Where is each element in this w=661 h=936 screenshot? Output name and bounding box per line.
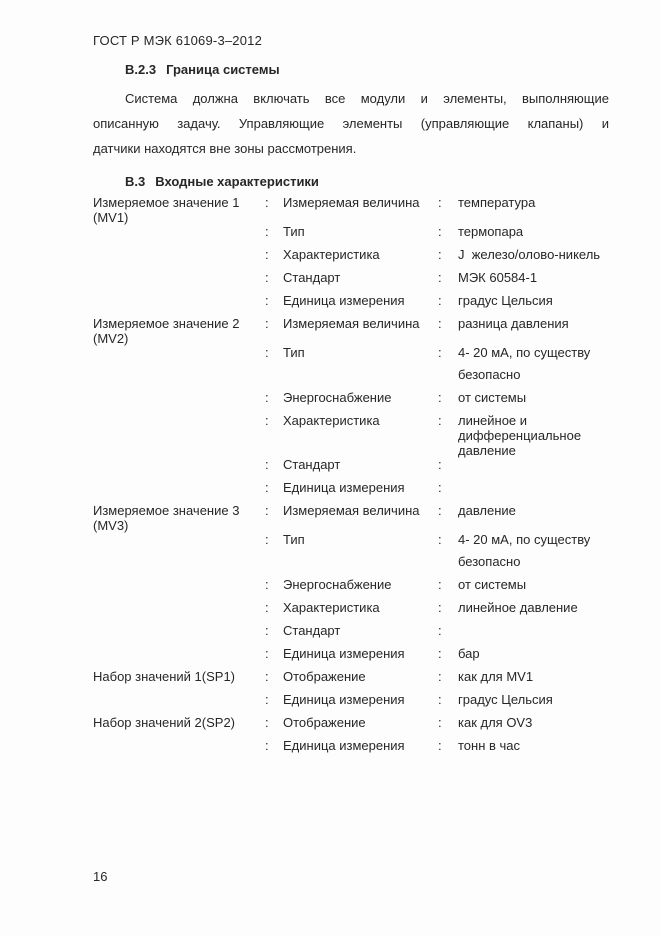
table-row	[93, 503, 609, 533]
colon-separator: :	[265, 390, 269, 405]
colon-separator: :	[438, 532, 442, 547]
colon-separator: :	[438, 390, 442, 405]
table-row	[93, 413, 609, 458]
colon-separator: :	[265, 293, 269, 308]
table-row	[93, 224, 609, 240]
colon-separator: :	[438, 293, 442, 308]
value-cell: J железо/олово-никель	[458, 247, 601, 262]
parameter-label: Тип	[283, 224, 305, 239]
colon-separator: :	[265, 270, 269, 285]
table-row	[93, 270, 609, 286]
table-row	[93, 669, 609, 685]
input-characteristics-table	[93, 195, 609, 754]
item-label: Измеряемое значение 2	[93, 316, 240, 331]
section-title: Входные характеристики	[155, 174, 319, 189]
parameter-label: Энергоснабжение	[283, 577, 392, 592]
table-row	[93, 316, 609, 346]
value-line: 4- 20 мА, по существу	[458, 532, 591, 547]
parameter-label: Измеряемая величина	[283, 316, 420, 331]
item-cell	[93, 316, 265, 346]
value-cell: МЭК 60584-1	[458, 270, 538, 285]
colon-separator: :	[438, 413, 442, 428]
table-row	[93, 715, 609, 731]
table-row	[93, 345, 609, 383]
value-line: 4- 20 мА, по существу	[458, 345, 591, 360]
colon-separator: :	[438, 270, 442, 285]
colon-separator: :	[265, 195, 269, 210]
colon-separator: :	[438, 195, 442, 210]
section-heading-b3	[125, 174, 609, 190]
body-paragraph	[93, 86, 609, 161]
colon-separator: :	[265, 532, 269, 547]
parameter-label: Единица измерения	[283, 293, 405, 308]
parameter-label: Отображение	[283, 669, 366, 684]
colon-separator: :	[438, 669, 442, 684]
parameter-label: Характеристика	[283, 600, 380, 615]
value-cell: как для MV1	[458, 669, 534, 684]
page-number: 16	[93, 869, 108, 884]
table-row	[93, 195, 609, 225]
colon-separator: :	[265, 577, 269, 592]
value-cell	[458, 345, 609, 383]
parameter-label: Единица измерения	[283, 646, 405, 661]
table-row	[93, 646, 609, 662]
colon-separator: :	[438, 577, 442, 592]
table-row	[93, 532, 609, 570]
parameter-label: Энергоснабжение	[283, 390, 392, 405]
value-line: безопасно	[458, 367, 521, 382]
value-cell: давление	[458, 503, 516, 518]
value-line: безопасно	[458, 554, 521, 569]
value-cell: разница давления	[458, 316, 569, 331]
paragraph-line: Система должна включать все модули и элементы, выполняющие	[125, 91, 609, 106]
value-cell	[458, 532, 609, 570]
parameter-label: Стандарт	[283, 457, 341, 472]
table-row	[93, 577, 609, 593]
value-cell: градус Цельсия	[458, 692, 553, 707]
colon-separator: :	[265, 480, 269, 495]
colon-separator: :	[438, 316, 442, 331]
colon-separator: :	[438, 715, 442, 730]
value-cell: градус Цельсия	[458, 293, 553, 308]
colon-separator: :	[265, 503, 269, 518]
value-line: давление	[458, 443, 516, 458]
item-cell	[93, 503, 265, 533]
section-number: В.2.3	[125, 62, 157, 77]
item-cell	[93, 669, 265, 684]
value-cell	[458, 413, 609, 458]
colon-separator: :	[265, 600, 269, 615]
value-cell: от системы	[458, 390, 527, 405]
colon-separator: :	[265, 247, 269, 262]
colon-separator: :	[265, 692, 269, 707]
paragraph-line: датчики находятся вне зоны рассмотрения.	[93, 141, 357, 156]
table-row	[93, 293, 609, 309]
parameter-label: Тип	[283, 532, 305, 547]
colon-separator: :	[265, 738, 269, 753]
parameter-label: Тип	[283, 345, 305, 360]
parameter-label: Единица измерения	[283, 692, 405, 707]
colon-separator: :	[438, 738, 442, 753]
parameter-label: Отображение	[283, 715, 366, 730]
colon-separator: :	[438, 600, 442, 615]
value-cell: температура	[458, 195, 536, 210]
value-cell: термопара	[458, 224, 524, 239]
colon-separator: :	[438, 224, 442, 239]
colon-separator: :	[438, 480, 442, 495]
item-label: Измеряемое значение 3	[93, 503, 240, 518]
colon-separator: :	[438, 345, 442, 360]
parameter-label: Стандарт	[283, 623, 341, 638]
table-row	[93, 692, 609, 708]
colon-separator: :	[265, 457, 269, 472]
colon-separator: :	[438, 646, 442, 661]
table-row	[93, 390, 609, 406]
table-row	[93, 738, 609, 754]
parameter-label: Характеристика	[283, 247, 380, 262]
section-number: В.3	[125, 174, 146, 189]
value-cell: линейное давление	[458, 600, 578, 615]
value-cell: как для OV3	[458, 715, 533, 730]
item-label: Измеряемое значение 1	[93, 195, 240, 210]
table-row	[93, 480, 609, 496]
colon-separator: :	[265, 413, 269, 428]
section-title: Граница системы	[166, 62, 280, 77]
item-label-continuation: (MV2)	[93, 331, 129, 346]
value-cell: от системы	[458, 577, 527, 592]
value-cell: бар	[458, 646, 480, 661]
colon-separator: :	[265, 669, 269, 684]
doc-number: ГОСТ Р МЭК 61069-3–2012	[93, 33, 263, 48]
colon-separator: :	[265, 224, 269, 239]
item-cell	[93, 195, 265, 225]
colon-separator: :	[438, 457, 442, 472]
colon-separator: :	[265, 345, 269, 360]
colon-separator: :	[265, 646, 269, 661]
colon-separator: :	[265, 623, 269, 638]
item-label: Набор значений 1(SP1)	[93, 669, 235, 684]
parameter-label: Единица измерения	[283, 480, 405, 495]
table-row	[93, 600, 609, 616]
value-line: дифференциальное	[458, 428, 582, 443]
table-row	[93, 623, 609, 639]
paragraph-line: описанную задачу. Управляющие элементы (управляющие клапаны) и	[93, 116, 609, 131]
parameter-label: Стандарт	[283, 270, 341, 285]
parameter-label: Характеристика	[283, 413, 380, 428]
colon-separator: :	[438, 623, 442, 638]
parameter-label: Измеряемая величина	[283, 195, 420, 210]
parameter-label: Единица измерения	[283, 738, 405, 753]
page-content	[93, 33, 609, 761]
table-row	[93, 247, 609, 263]
section-heading-b23	[125, 62, 609, 78]
item-label: Набор значений 2(SP2)	[93, 715, 235, 730]
item-cell	[93, 715, 265, 730]
colon-separator: :	[438, 247, 442, 262]
parameter-label: Измеряемая величина	[283, 503, 420, 518]
colon-separator: :	[265, 715, 269, 730]
value-cell: тонн в час	[458, 738, 521, 753]
colon-separator: :	[265, 316, 269, 331]
colon-separator: :	[438, 503, 442, 518]
value-line: линейное и	[458, 413, 528, 428]
colon-separator: :	[438, 692, 442, 707]
item-label-continuation: (MV1)	[93, 210, 129, 225]
table-row	[93, 457, 609, 473]
item-label-continuation: (MV3)	[93, 518, 129, 533]
